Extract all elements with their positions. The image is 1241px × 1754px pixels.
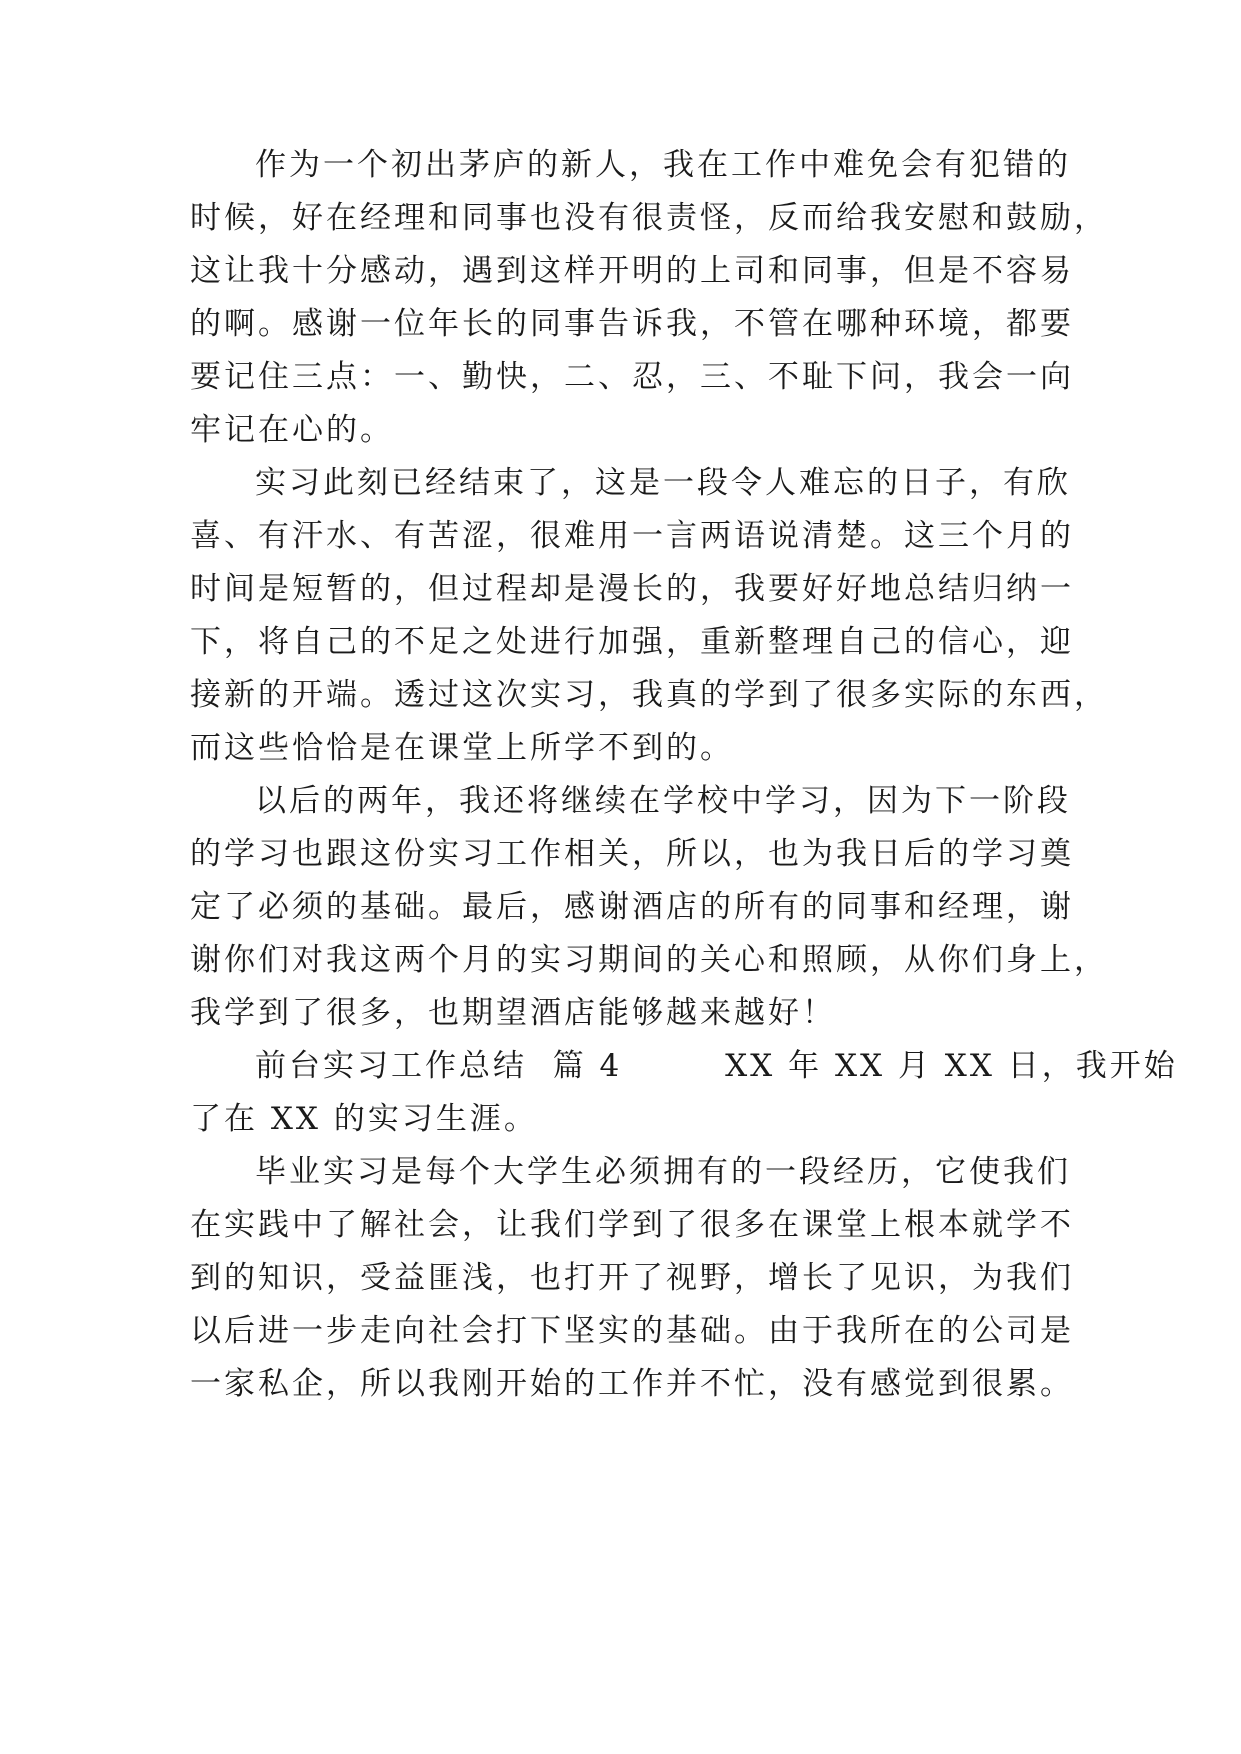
paragraph-line: 喜、有汗水、有苦涩，很难用一言两语说清楚。这三个月的	[190, 518, 1074, 554]
paragraph-line: 实习此刻已经结束了，这是一段令人难忘的日子，有欣	[255, 465, 1071, 501]
paragraph-line: 作为一个初出茅庐的新人，我在工作中难免会有犯错的	[255, 147, 1071, 183]
paragraph-line: 以后的两年，我还将继续在学校中学习，因为下一阶段	[255, 783, 1071, 819]
paragraph-line: 牢记在心的。	[190, 412, 394, 448]
paragraph-line: 下，将自己的不足之处进行加强，重新整理自己的信心，迎	[190, 624, 1074, 660]
paragraph-line: 的啊。感谢一位年长的同事告诉我，不管在哪种环境，都要	[190, 306, 1074, 342]
paragraph-line: 而这些恰恰是在课堂上所学不到的。	[190, 730, 734, 766]
paragraph-line: 在实践中了解社会，让我们学到了很多在课堂上根本就学不	[190, 1207, 1074, 1243]
paragraph-line: 谢你们对我这两个月的实习期间的关心和照顾，从你们身上，	[190, 942, 1108, 978]
paragraph-line: 接新的开端。透过这次实习，我真的学到了很多实际的东西，	[190, 677, 1108, 713]
paragraph-line: 时候，好在经理和同事也没有很责怪，反而给我安慰和鼓励，	[190, 200, 1108, 236]
paragraph-line: 以后进一步走向社会打下坚实的基础。由于我所在的公司是	[190, 1313, 1074, 1349]
paragraph-line: 毕业实习是每个大学生必须拥有的一段经历，它使我们	[255, 1154, 1071, 1190]
paragraph-line: 的学习也跟这份实习工作相关，所以，也为我日后的学习奠	[190, 836, 1074, 872]
paragraph-line: 这让我十分感动，遇到这样开明的上司和同事，但是不容易	[190, 253, 1074, 289]
paragraph-line: 了在 XX 的实习生涯。	[190, 1101, 538, 1137]
paragraph-line: 要记住三点：一、勤快，二、忍，三、不耻下问，我会一向	[190, 359, 1074, 395]
section-heading-line: 前台实习工作总结 篇 4 XX 年 XX 月 XX 日，我开始	[255, 1048, 1178, 1084]
paragraph-line: 到的知识，受益匪浅，也打开了视野，增长了见识，为我们	[190, 1260, 1074, 1296]
paragraph-line: 时间是短暂的，但过程却是漫长的，我要好好地总结归纳一	[190, 571, 1074, 607]
paragraph-line: 一家私企，所以我刚开始的工作并不忙，没有感觉到很累。	[190, 1366, 1074, 1402]
paragraph-line: 定了必须的基础。最后，感谢酒店的所有的同事和经理，谢	[190, 889, 1074, 925]
paragraph-line: 我学到了很多，也期望酒店能够越来越好！	[190, 995, 836, 1031]
